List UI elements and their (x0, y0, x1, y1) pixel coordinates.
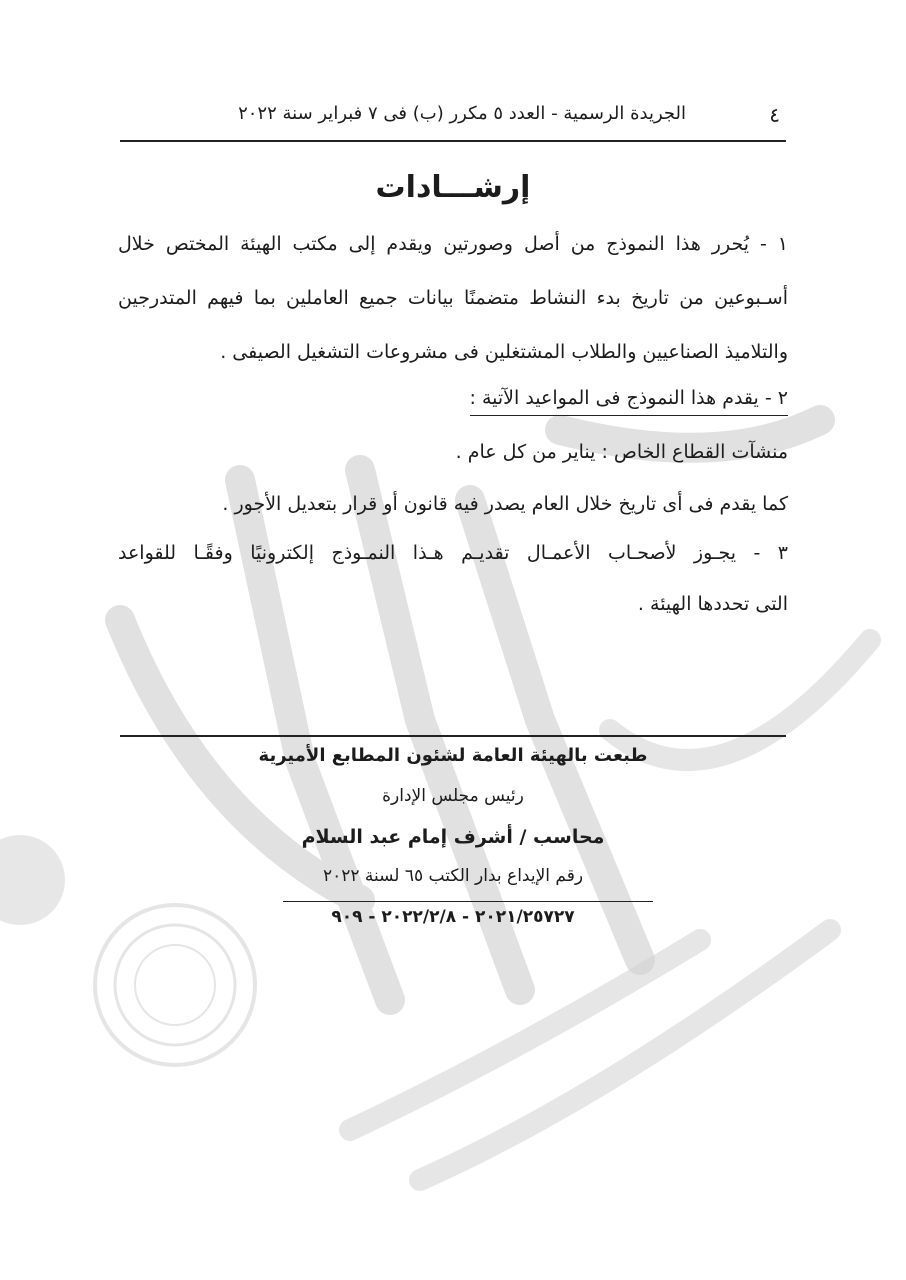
header-divider (120, 140, 786, 142)
paragraph-2 (118, 384, 788, 412)
page-number: ٤ (769, 103, 780, 127)
paragraph-1-line-1: ١ - يُحرر هذا النموذج من أصل وصورتين ويقدم إلى مكتب الهيئة المختص خلال (118, 233, 788, 255)
page-heading: إرشـــادات (375, 170, 531, 205)
paragraph-2-text: ٢ - يقدم هذا النموذج فى المواعيد الآتية : (470, 387, 788, 416)
chair-name: محاسب / أشرف إمام عبد السلام (301, 826, 605, 848)
paragraph-2-item-2: كما يقدم فى أى تاريخ خلال العام يصدر فيه قانون أو قرار بتعديل الأجور . (222, 493, 788, 515)
printed-by: طبعت بالهيئة العامة لشئون المطابع الأميرية (258, 745, 648, 766)
board-chair-title: رئيس مجلس الإدارة (382, 786, 524, 806)
paragraph-1-line-3: والتلاميذ الصناعيين والطلاب المشتغلين فى مشروعات التشغيل الصيفى . (220, 341, 788, 363)
print-code: ٢٠٢١/٢٥٧٢٧ - ٢٠٢٢/٢/٨ - ٩٠٩ (331, 907, 575, 927)
paragraph-3-line-1: ٣ - يجـوز لأصحـاب الأعمـال تقديـم هـذا النمـوذج إلكترونيًا وفقًـا للقواعد (118, 542, 788, 564)
gazette-header-title: الجريدة الرسمية - العدد ٥ مكرر (ب) فى ٧ فبراير سنة ٢٠٢٢ (238, 103, 686, 124)
paragraph-2-item-1: منشآت القطاع الخاص : يناير من كل عام . (455, 441, 788, 463)
deposit-number: رقم الإيداع بدار الكتب ٦٥ لسنة ٢٠٢٢ (322, 866, 584, 886)
deposit-underline (283, 901, 653, 902)
paragraph-3-line-2: التى تحددها الهيئة . (637, 593, 788, 615)
paragraph-1-line-2: أسـبوعين من تاريخ بدء النشاط متضمنًا بيانات جميع العاملين بما فيهم المتدرجين (118, 287, 788, 309)
footer-divider (120, 735, 786, 737)
